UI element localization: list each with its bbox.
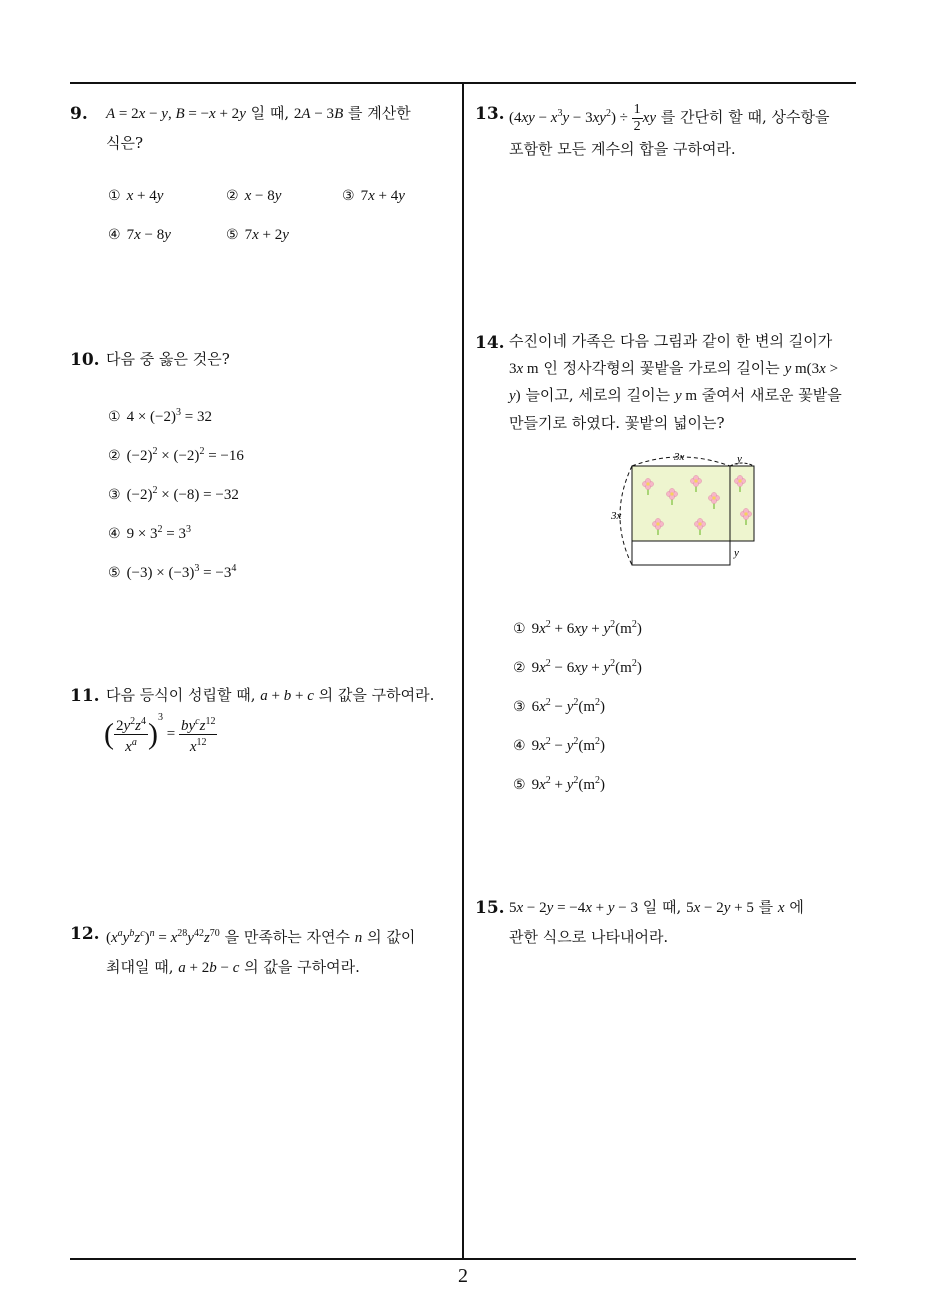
q14-option-5[interactable]: ⑤ $9x^2 + y^2(m^2)$ <box>513 775 606 793</box>
q9-option-3[interactable]: ③ 7x + 4y <box>342 188 405 204</box>
question-text: $(x^ay^bz^c)^n = x^{28}y^{42}z^{70}$ 을 만족하는 자연수 n 의 값이 최대일 때, a + 2b − c 의 값을 구하여라. <box>106 928 416 976</box>
removed-strip <box>632 541 730 565</box>
q10-option-4[interactable]: ④ $9 \times 3^2 = 3^3$ <box>108 524 191 542</box>
bottom-rule <box>70 1258 856 1260</box>
q9-option-2[interactable]: ② x − 8y <box>226 188 282 204</box>
question-text: 다음 등식이 성립할 때, a + b + c 의 값을 구하여라. <box>106 686 435 704</box>
right-bottom-label: y <box>734 547 739 559</box>
q9-option-5[interactable]: ⑤ 7x + 2y <box>226 227 289 243</box>
question-number: 10. <box>70 350 100 370</box>
question-text: $(4xy - x^3y - 3xy^2)$ ÷ $\frac{1}{2}$ xy 를 간단히 할 때, 상수항을 포함한 모든 계수의 합을 구하여라. <box>509 102 830 159</box>
question-text: 5x − 2y = −4x + y − 3 일 때, 5x − 2y + 5 를 x 에 관한 식으로 나타내어라. <box>509 898 804 946</box>
q9-option-1[interactable]: ① x + 4y <box>108 188 164 204</box>
question-number: 11. <box>70 686 100 706</box>
q14-option-1[interactable]: ① $9x^2 + 6xy + y^2(m^2)$ <box>513 619 642 637</box>
page-number: 2 <box>458 1265 468 1287</box>
question-text: 수진이네 가족은 다음 그림과 같이 한 변의 길이가 3x m 인 정사각형의 꽃밭을 가로의 길이는 y m(3x > y) 늘이고, 세로의 길이는 y m 줄여서 새로운 꽃밭을 만들기로 하였다. 꽃밭의 넓이는? <box>509 332 842 432</box>
q14-option-2[interactable]: ② $9x^2 - 6xy + y^2(m^2)$ <box>513 658 642 676</box>
top-label: 3x <box>674 451 685 463</box>
question-number: 15. <box>475 898 505 918</box>
q10-option-1[interactable]: ① $4 \times (-2)^3 = 32$ <box>108 407 212 425</box>
question-text: A = 2x − y, B = −x + 2y 일 때, 2A − 3B 를 계산한 식은? <box>106 104 411 152</box>
question-number: 14. <box>475 333 505 353</box>
left-dimension-arc <box>620 466 632 565</box>
left-label: 3x <box>611 510 622 522</box>
garden-figure <box>600 446 770 576</box>
q14-option-4[interactable]: ④ $9x^2 - y^2(m^2)$ <box>513 736 606 754</box>
question-text: 다음 중 옳은 것은? <box>106 350 230 368</box>
q10-option-2[interactable]: ② $(-2)^2 \times (-2)^2 = -16$ <box>108 446 244 464</box>
question-number: 9. <box>70 104 88 124</box>
q10-option-5[interactable]: ⑤ $(-3) \times (-3)^3 = -3^4$ <box>108 563 237 581</box>
q10-option-3[interactable]: ③ $(-2)^2 \times (-8) = -32$ <box>108 485 239 503</box>
garden-area <box>632 466 754 541</box>
q9-option-4[interactable]: ④ 7x − 8y <box>108 227 171 243</box>
q11-equation: ( $\frac{2y^2z^4}{x^a}$ )$^3$ = $\frac{by^cz^{12}}{x^{12}}$ <box>104 712 216 756</box>
column-divider <box>462 82 464 1260</box>
right-top-label: y <box>737 453 742 465</box>
question-number: 13. <box>475 104 505 124</box>
q14-option-3[interactable]: ③ $6x^2 - y^2(m^2)$ <box>513 697 606 715</box>
question-number: 12. <box>70 924 100 944</box>
